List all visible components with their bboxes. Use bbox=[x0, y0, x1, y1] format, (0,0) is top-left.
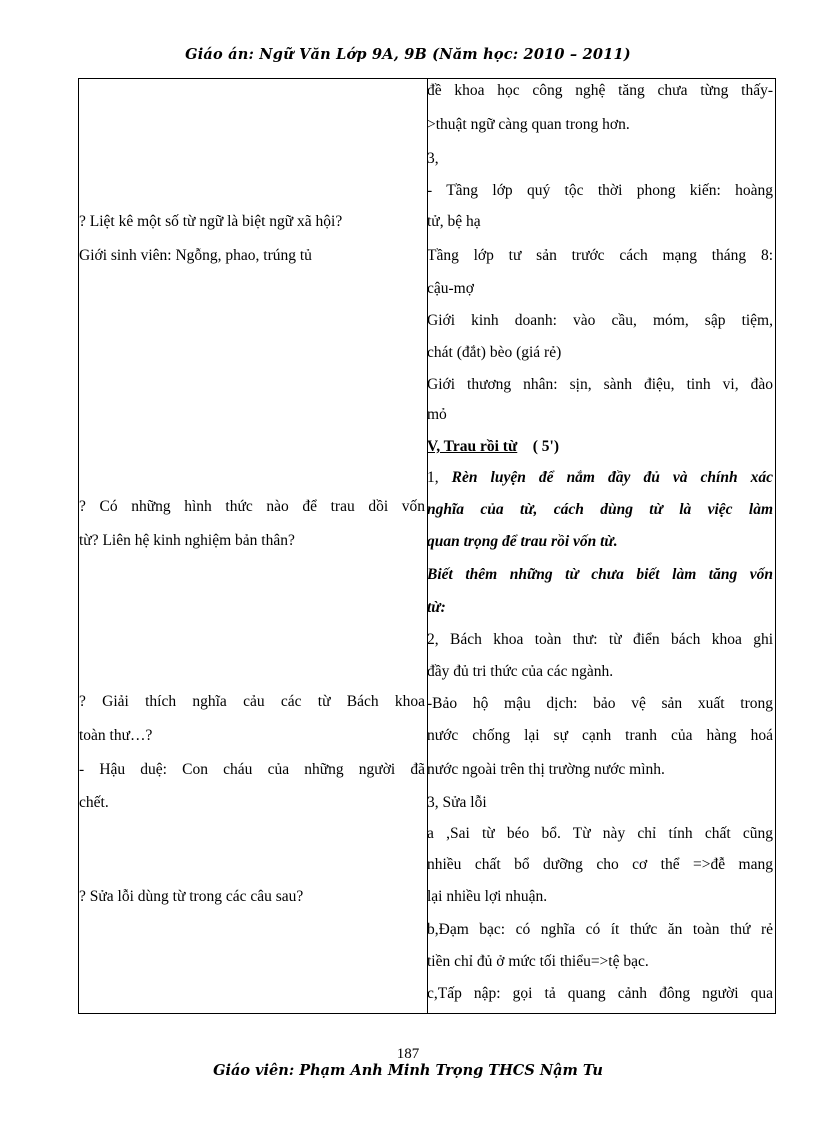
left-line-6: toàn thư…? bbox=[79, 727, 153, 744]
left-line-9: ? Sửa lỗi dùng từ trong các câu sau? bbox=[79, 888, 304, 905]
right-line-21: nước chống lại sự cạnh tranh của hàng hoá bbox=[427, 727, 773, 744]
page-footer: Giáo viên: Phạm Anh Minh Trọng THCS Nậm Tu bbox=[213, 1062, 603, 1079]
right-line-17: từ: bbox=[427, 599, 446, 616]
right-line-15: quan trọng để trau rồi vốn từ. bbox=[427, 533, 618, 550]
right-line-13 bbox=[427, 461, 773, 495]
right-line-25: nhiều chất bổ dưỡng cho cơ thể =>đễ mang bbox=[427, 856, 773, 873]
right-line-24: a ,Sai từ béo bổ. Từ này chỉ tính chất cũng bbox=[427, 825, 773, 842]
right-line-29: c,Tấp nập: gọi tả quang cảnh đông người qua bbox=[427, 985, 773, 1002]
section-heading-title: V, Trau rồi từ bbox=[427, 438, 518, 455]
right-line-22: nước ngoài trên thị trường nước mình. bbox=[427, 761, 665, 778]
page-header: Giáo án: Ngữ Văn Lớp 9A, 9B (Năm học: 2010 – 2011) bbox=[185, 46, 631, 63]
right-line-20: -Bảo hộ mậu dịch: bảo vệ sản xuất trong bbox=[427, 695, 773, 712]
right-line-16: Biết thêm những từ chưa biết làm tăng vốn bbox=[427, 566, 773, 583]
right-line-1: đề khoa học công nghệ tăng chưa từng thấy- bbox=[427, 82, 773, 99]
left-line-7: - Hậu duệ: Con cháu của những người đã bbox=[79, 761, 425, 778]
right-line-5: tử, bệ hạ bbox=[427, 213, 481, 230]
item-1-bold-text: Rèn luyện để nắm đầy đủ và chính xác bbox=[451, 469, 773, 486]
left-line-5: ? Giải thích nghĩa cảu các từ Bách khoa bbox=[79, 693, 425, 710]
right-line-2: >thuật ngữ càng quan trong hơn. bbox=[427, 116, 630, 133]
page-number: 187 bbox=[396, 1046, 420, 1062]
right-line-27: b,Đạm bạc: có nghĩa có ít thức ăn toàn thứ rẻ bbox=[427, 921, 773, 938]
right-line-28: tiền chỉ đủ ở mức tối thiểu=>tệ bạc. bbox=[427, 953, 649, 970]
right-line-6: Tầng lớp tư sản trước cách mạng tháng 8: bbox=[427, 247, 773, 264]
left-line-1: ? Liệt kê một số từ ngữ là biệt ngữ xã hội? bbox=[79, 213, 343, 230]
left-line-3: ? Có những hình thức nào để trau dồi vốn bbox=[79, 498, 425, 515]
right-line-8: Giới kinh doanh: vào cầu, móm, sập tiệm, bbox=[427, 312, 773, 329]
left-line-8: chết. bbox=[79, 794, 109, 811]
section-heading-time: ( 5') bbox=[532, 438, 560, 455]
right-line-4: - Tầng lớp quý tộc thời phong kiến: hoàng bbox=[427, 182, 773, 199]
right-line-11: mỏ bbox=[427, 406, 447, 423]
right-line-9: chát (đắt) bèo (giá rẻ) bbox=[427, 344, 562, 361]
lesson-table bbox=[78, 78, 776, 1014]
right-line-19: đầy đủ tri thức của các ngành. bbox=[427, 663, 614, 680]
right-line-26: lại nhiều lợi nhuận. bbox=[427, 888, 548, 905]
item-number-1: 1, bbox=[427, 469, 452, 486]
right-line-18: 2, Bách khoa toàn thư: từ điển bách khoa ghi bbox=[427, 631, 773, 648]
right-line-7: cậu-mợ bbox=[427, 280, 474, 297]
section-heading bbox=[427, 430, 773, 464]
right-line-3: 3, bbox=[427, 150, 439, 167]
left-line-4: từ? Liên hệ kinh nghiệm bản thân? bbox=[79, 532, 295, 549]
right-line-10: Giới thương nhân: sịn, sành điệu, tinh vi, đào bbox=[427, 376, 773, 393]
left-line-2: Giới sinh viên: Ngỗng, phao, trúng tủ bbox=[79, 247, 312, 264]
right-line-14: nghĩa của từ, cách dùng từ là việc làm bbox=[427, 501, 773, 518]
right-line-23: 3, Sửa lỗi bbox=[427, 794, 487, 811]
